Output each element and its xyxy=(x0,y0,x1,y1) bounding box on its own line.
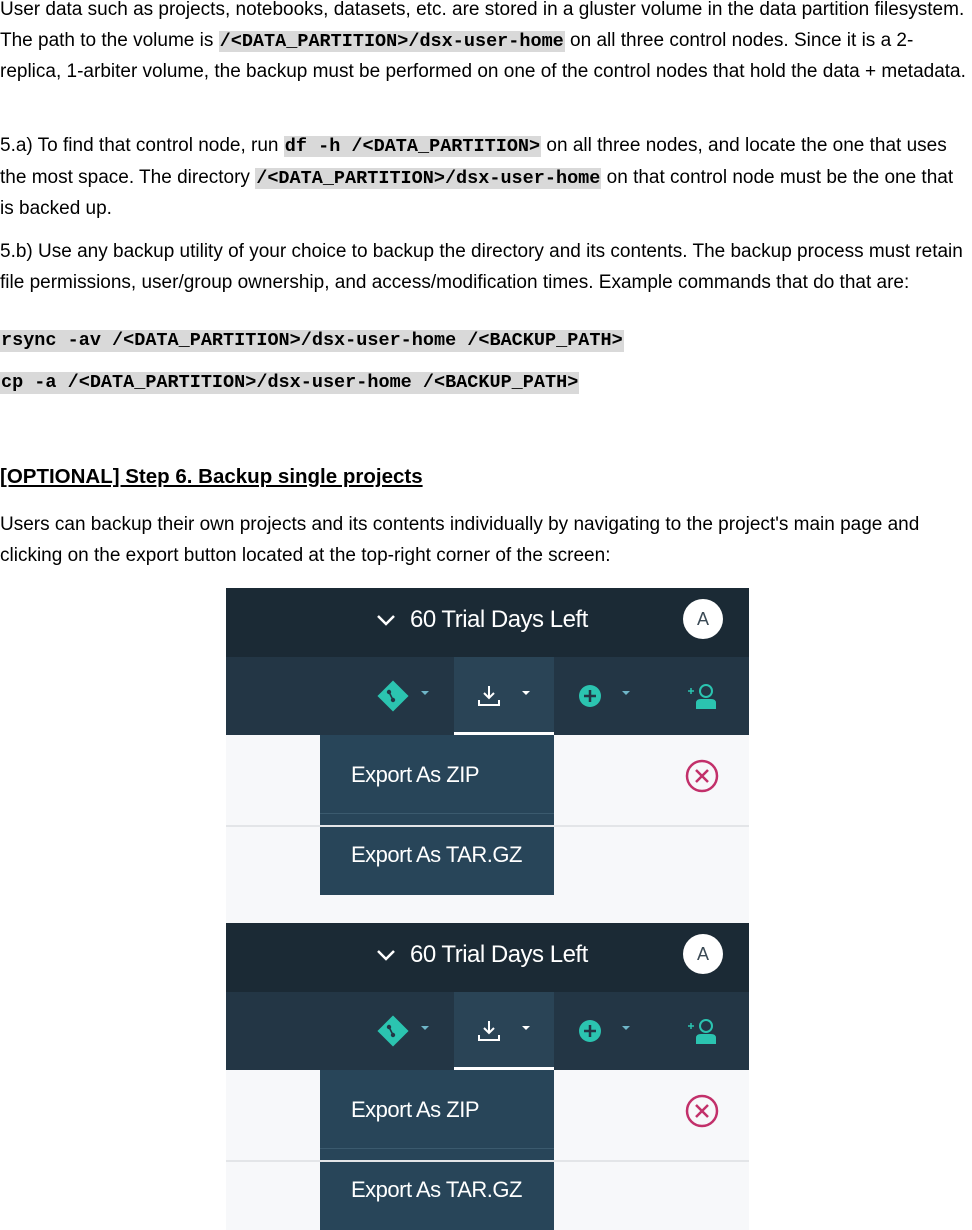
git-button[interactable] xyxy=(366,657,436,735)
git-icon xyxy=(376,679,410,718)
add-circle-icon xyxy=(578,1019,602,1048)
add-user-icon xyxy=(686,1016,718,1051)
caret-down-icon xyxy=(421,1026,429,1030)
avatar[interactable]: A xyxy=(683,934,723,974)
paragraph-find-node: 5.a) To find that control node, run df -h /<DATA_PARTITION> on all three nodes, and locate the one that uses the most space. The directory /<DATA_PARTITION>/dsx-user-home on that control node must be the one that is backed up. xyxy=(0,135,954,219)
top-bar xyxy=(226,588,749,657)
caret-down-icon xyxy=(622,691,630,695)
chevron-down-icon xyxy=(376,941,396,969)
caret-down-icon xyxy=(522,691,530,695)
export-targz-item[interactable]: Export As TAR.GZ xyxy=(351,842,522,867)
close-icon[interactable] xyxy=(685,759,719,793)
export-targz-item[interactable]: Export As TAR.GZ xyxy=(351,1177,522,1202)
add-circle-icon xyxy=(578,684,602,713)
paragraph-export-instructions: Users can backup their own projects and its contents individually by navigating to the project's main page and clicking on the export button located at the top-right corner of the screen: xyxy=(0,514,920,566)
export-dropdown-menu xyxy=(320,1070,554,1230)
section-heading: [OPTIONAL] Step 6. Backup single projects xyxy=(0,465,423,488)
trial-days-button[interactable]: 60 Trial Days Left xyxy=(376,941,588,969)
add-button[interactable] xyxy=(576,657,646,735)
add-button[interactable] xyxy=(576,992,646,1070)
caret-down-icon xyxy=(522,1026,530,1030)
screenshot-export-menu-repeat xyxy=(226,923,749,1230)
project-toolbar xyxy=(226,992,749,1070)
chevron-down-icon xyxy=(376,606,396,634)
caret-down-icon xyxy=(421,691,429,695)
code-user-home-path: /<DATA_PARTITION>/dsx-user-home xyxy=(256,167,601,189)
export-dropdown-menu xyxy=(320,735,554,895)
caret-down-icon xyxy=(622,1026,630,1030)
add-collaborator-button[interactable] xyxy=(682,992,732,1070)
git-button[interactable] xyxy=(366,992,436,1070)
download-icon xyxy=(476,1018,502,1049)
export-button[interactable] xyxy=(454,992,554,1070)
top-bar xyxy=(226,923,749,992)
avatar[interactable]: A xyxy=(683,599,723,639)
code-volume-path: /<DATA_PARTITION>/dsx-user-home xyxy=(219,30,564,52)
export-button[interactable] xyxy=(454,657,554,735)
command-rsync: rsync -av /<DATA_PARTITION>/dsx-user-home /<BACKUP_PATH> xyxy=(1,330,623,351)
export-zip-item[interactable]: Export As ZIP xyxy=(320,1070,554,1149)
git-icon xyxy=(376,1014,410,1053)
project-toolbar xyxy=(226,657,749,735)
paragraph-backup-utility: 5.b) Use any backup utility of your choice to backup the directory and its contents. The backup process must retain file permissions, user/group ownership, and access/modification times. Example commands that do that are: xyxy=(0,241,963,293)
divider xyxy=(226,825,749,827)
code-df-command: df -h /<DATA_PARTITION> xyxy=(284,136,541,157)
add-user-icon xyxy=(686,681,718,716)
export-zip-item[interactable]: Export As ZIP xyxy=(320,735,554,814)
screenshot-export-menu xyxy=(226,588,749,923)
command-cp: cp -a /<DATA_PARTITION>/dsx-user-home /<BACKUP_PATH> xyxy=(1,372,579,393)
close-icon[interactable] xyxy=(685,1094,719,1128)
divider xyxy=(226,1160,749,1162)
add-collaborator-button[interactable] xyxy=(682,657,732,735)
trial-days-button[interactable]: 60 Trial Days Left xyxy=(376,606,588,634)
paragraph-volume-path: User data such as projects, notebooks, datasets, etc. are stored in a gluster volume in the data partition filesystem. The path to the volume is /<DATA_PARTITION>/dsx-user-home on all three control nodes. Since it is a 2-replica, 1-arbiter volume, the backup must be performed on one of the control nodes that hold the data + metadata. xyxy=(0,0,966,82)
download-icon xyxy=(476,683,502,714)
